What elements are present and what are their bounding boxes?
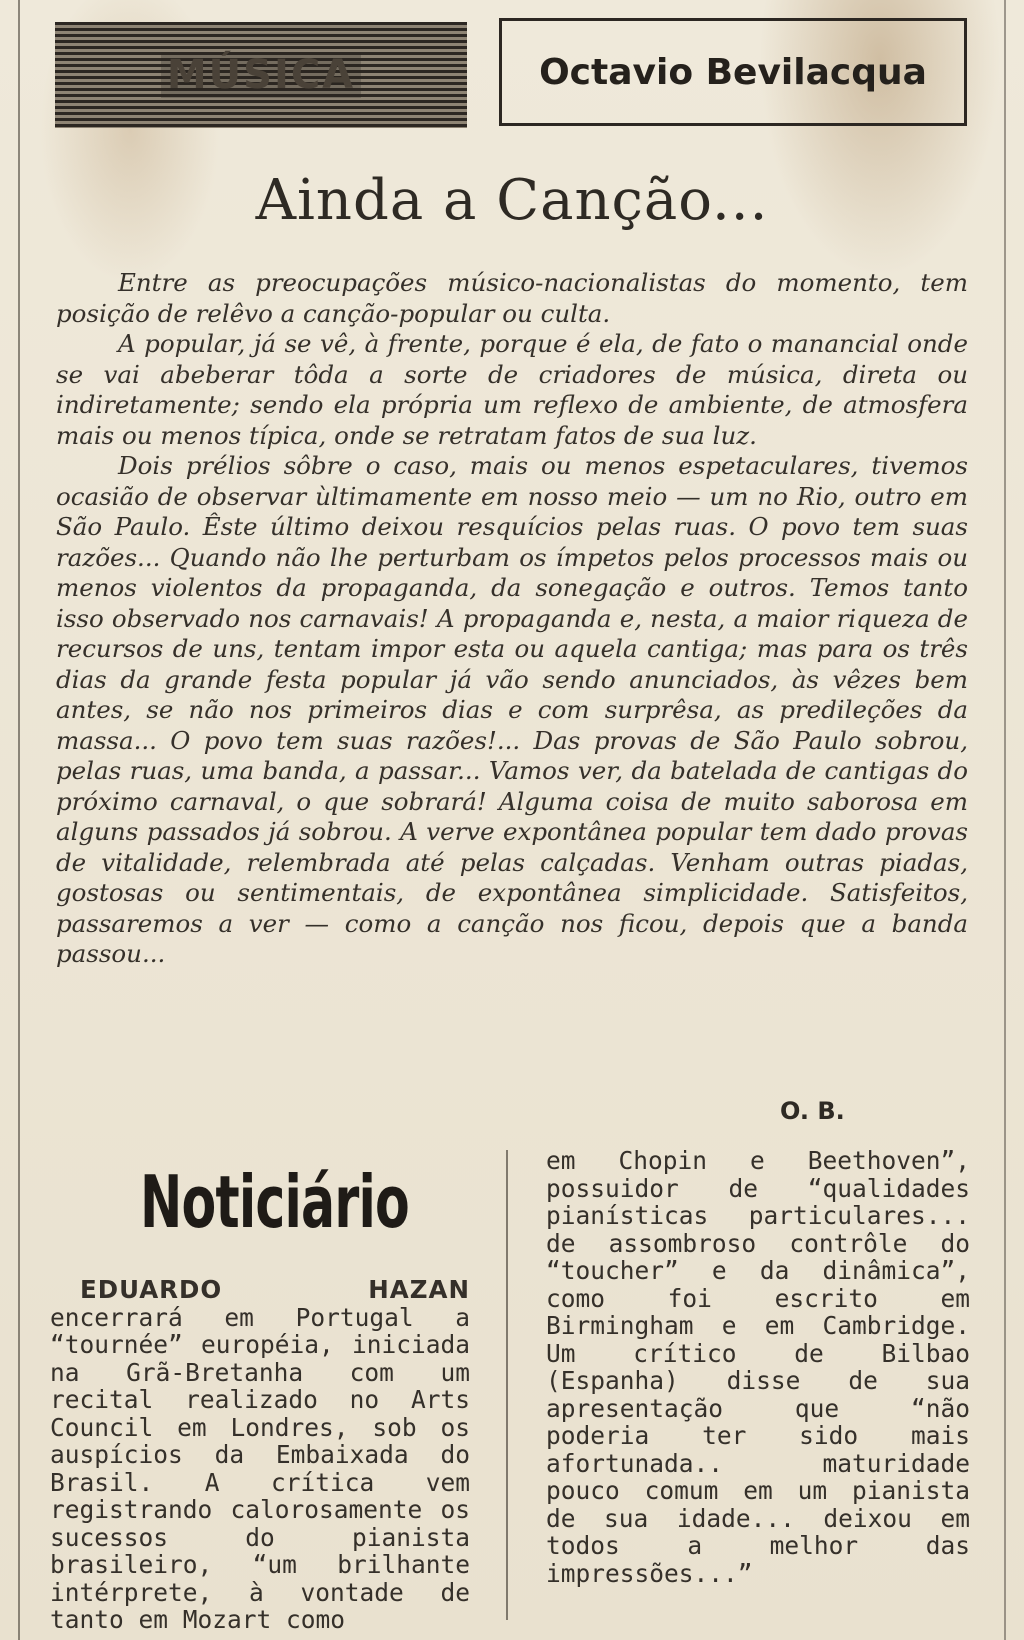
news-lead-name: EDUARDO HAZAN [80,1275,470,1304]
article-paragraph: Entre as preocupações músico-nacionalistas do momento, tem posição de relêvo a canção-popular ou culta. [56,268,968,328]
article-signature: O. B. [780,1097,845,1125]
article-title: Ainda a Canção... [255,168,769,233]
news-column-divider [506,1150,508,1620]
news-section-title: Noticiário [140,1160,409,1244]
news-left-text: encerrará em Portugal a “tournée” européia, iniciada na Grã-Bretanha com um recital realizado no Arts Council em Londres, sob os auspícios da Embaixada do Brasil. A crítica vem registrando calorosamente os sucessos do pianista brasileiro, “um brilhante intérprete, à vontade de tanto em Mozart como [50,1302,470,1634]
news-column-right [546,1147,970,1587]
author-name: Octavio Bevilacqua [539,51,927,93]
author-box [499,18,967,126]
left-column-rule [18,0,20,1640]
article-paragraph: A popular, já se vê, à frente, porque é ela, de fato o manancial onde se vai abeberar tôda a sorte de criadores de música, direta ou indiretamente; sendo ela própria um reflexo de ambiente, de atmosfera mais ou menos típica, onde se retratam fatos de sua luz. [56,329,968,450]
news-paragraph [50,1276,470,1634]
article-body [56,268,968,970]
right-column-rule [1004,0,1006,1640]
section-label: MÚSICA [161,52,361,98]
article-paragraph: Dois prélios sôbre o caso, mais ou menos espetaculares, tivemos ocasião de observar ùltimamente em nosso meio — um no Rio, outro em São Paulo. Êste último deixou resquícios pelas ruas. O povo tem suas razões... Quando não lhe perturbam os ímpetos pelos processos mais ou menos violentos da propaganda, da sonegação e outros. Temos tanto isso observado nos carnavais! A propaganda e, nesta, a maior riqueza de recursos de uns, tentam impor esta ou aquela cantiga; mas para os três dias da grande festa popular já vão sendo anunciados, às vêzes bem antes, se não nos primeiros dias e com surprêsa, as predileções da massa... O povo tem suas razões!... Das provas de São Paulo sobrou, pelas ruas, uma banda, a passar... Vamos ver, da batelada de cantigas do próximo carnaval, o que sobrará! Alguma coisa de muito saborosa em alguns passados já sobrou. A verve expontânea popular tem dado provas de vitalidade, relembrada até pelas calçadas. Venham outras piadas, gostosas ou sentimentais, de expontânea simplicidade. Satisfeitos, passaremos a ver — como a canção nos ficou, depois que a banda passou... [56,451,968,968]
section-banner [55,22,467,128]
news-right-text: em Chopin e Beethoven”, possuidor de “qualidades pianísticas particulares... de assombroso contrôle do “toucher” e da dinâmica”, como foi escrito em Birmingham e em Cambridge. Um crítico de Bilbao (Espanha) disse de sua apresentação que “não poderia ter sido mais afortunada.. maturidade pouco comum em um pianista de sua idade... deixou em todos a melhor das impressões...” [546,1146,970,1588]
news-column-left [50,1276,470,1634]
